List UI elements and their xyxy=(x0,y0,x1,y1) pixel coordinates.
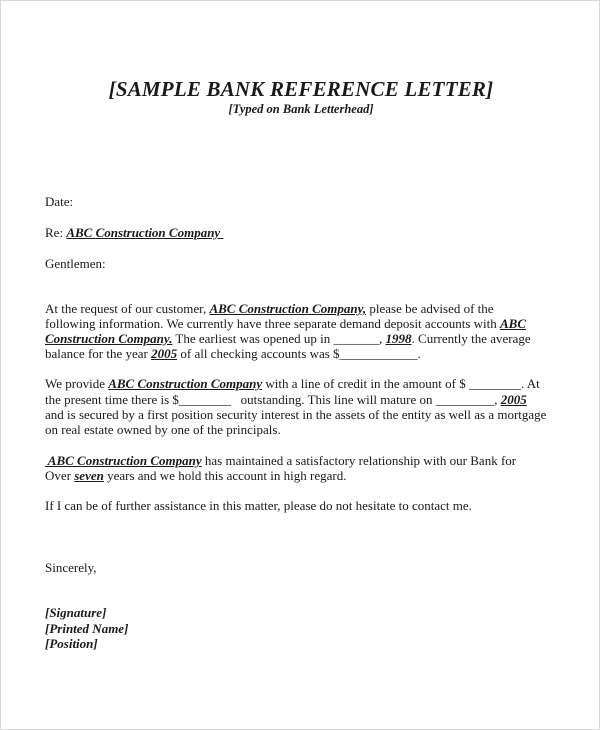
position-placeholder: [Position] xyxy=(45,636,98,651)
para1-line2: following information. We currently have three separate demand deposit accounts with ABC xyxy=(45,316,527,331)
para1-company-part1: ABC xyxy=(500,316,527,331)
para2-line2: the present time there is $________ outstanding. This line will mature on _________, 2005 xyxy=(45,392,527,407)
para3-line1: ABC Construction Company has maintained a satisfactory relationship with our Bank for xyxy=(45,453,517,468)
re-line xyxy=(45,225,565,240)
salutation: Gentlemen: xyxy=(45,256,106,271)
para2-company: ABC Construction Company xyxy=(108,376,263,391)
para1-company-part2: Construction Company. xyxy=(45,331,173,346)
para1-line3: Construction Company. The earliest was opened up in _______, 1998. Currently the average xyxy=(45,331,531,346)
para2-line4: on real estate owned by one of the principals. xyxy=(45,422,281,437)
letter-title: [SAMPLE BANK REFERENCE LETTER] xyxy=(108,77,494,101)
para1-line4: balance for the year 2005 of all checking accounts was $____________. xyxy=(45,346,421,361)
re-company: ABC Construction Company xyxy=(66,225,221,240)
printed-name-placeholder: [Printed Name] xyxy=(45,621,129,636)
closing: Sincerely, xyxy=(45,560,97,575)
para3-years: seven xyxy=(74,468,104,483)
para1-line1: At the request of our customer, ABC Construction Company, please be advised of the xyxy=(45,301,494,316)
para2-line3: and is secured by a first position security interest in the assets of the entity as well as a mortgage xyxy=(45,407,547,422)
signature-placeholder: [Signature] xyxy=(45,605,107,620)
letter-subtitle: [Typed on Bank Letterhead] xyxy=(228,102,374,116)
para3-company: ABC Construction Company xyxy=(45,453,202,468)
re-label: Re: xyxy=(45,225,64,240)
date-line: Date: xyxy=(45,194,74,209)
para1-year-balance: 2005 xyxy=(151,346,178,361)
para1-company: ABC Construction Company, xyxy=(209,301,367,316)
para4: If I can be of further assistance in this matter, please do not hesitate to contact me. xyxy=(45,498,472,513)
para3-line2: Over seven years and we hold this account in high regard. xyxy=(45,468,347,483)
para2-line1: We provide ABC Construction Company with a line of credit in the amount of $ ________. At xyxy=(45,376,540,391)
para1-year-opened: 1998 xyxy=(385,331,412,346)
para2-maturity-year: 2005 xyxy=(500,392,527,407)
